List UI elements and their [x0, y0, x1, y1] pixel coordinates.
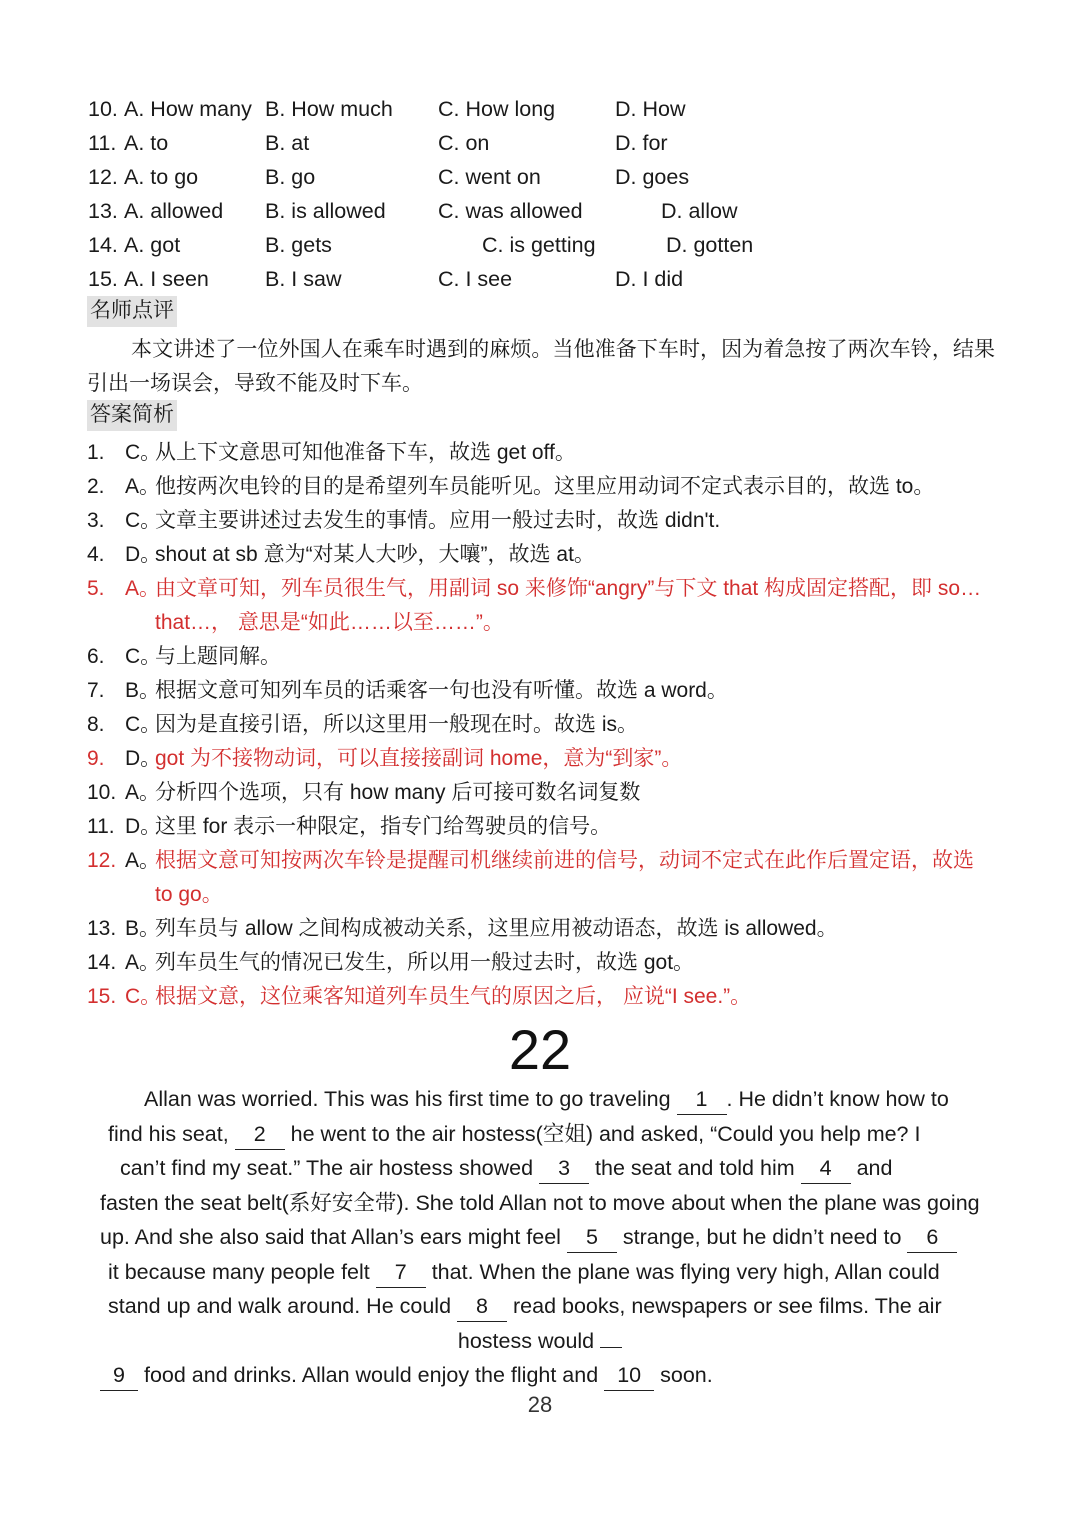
passage-blank[interactable]: 6: [907, 1222, 957, 1253]
passage-blank[interactable]: 8: [457, 1291, 507, 1322]
answer-number: 5.: [87, 577, 105, 600]
answers-heading: 答案简析: [87, 400, 177, 431]
passage-blank[interactable]: 4: [801, 1153, 851, 1184]
answer-explanation-text: 与上题同解。: [155, 645, 281, 668]
answer-explanation-item: [87, 844, 997, 912]
answer-explanation-text: 他按两次电铃的目的是希望列车员能听见。这里应用动词不定式表示目的，故选 to。: [155, 475, 935, 498]
answer-explanation-list: [87, 436, 997, 1014]
answer-explanation-text: 因为是直接引语，所以这里用一般现在时。故选 is。: [155, 713, 638, 736]
commentary-paragraph: 本文讲述了一位外国人在乘车时遇到的麻烦。当他准备下车时，因为着急按了两次车铃，结果引出一场误会，导致不能及时下车。: [87, 338, 995, 395]
answer-explanation-text: 从上下文意思可知他准备下车，故选 get off。: [155, 441, 576, 464]
answer-explanation-text: 根据文意可知列车员的话乘客一句也没有听懂。故选 a word。: [155, 679, 728, 702]
answer-number: 14.: [87, 951, 117, 974]
answer-number: 7.: [87, 679, 105, 702]
mcq-option[interactable]: B. is allowed: [265, 199, 386, 223]
passage-text-segment: that. When the plane was flying very high, Allan could: [425, 1259, 940, 1284]
passage-text: [100, 1082, 980, 1393]
mcq-question-number: 11.: [88, 131, 117, 155]
mcq-option[interactable]: D. I did: [615, 267, 684, 291]
mcq-option[interactable]: A. got: [124, 233, 181, 257]
passage-text-segment: read books, newspapers or see films. The air: [507, 1294, 942, 1318]
answer-explanation-item: [87, 436, 997, 470]
answer-number: 15.: [87, 985, 117, 1008]
passage-line: [100, 1255, 980, 1290]
answer-explanation-text: 这里 for 表示一种限定，指专门给驾驶员的信号。: [155, 815, 612, 838]
passage-blank[interactable]: 1: [677, 1084, 727, 1115]
passage-line: [100, 1220, 980, 1255]
mcq-option[interactable]: B. gets: [265, 233, 332, 257]
mcq-option[interactable]: B. How much: [265, 97, 393, 121]
answer-explanation-item: [87, 674, 997, 708]
passage-blank[interactable]: 5: [567, 1222, 617, 1253]
answer-letter: D。: [125, 543, 162, 566]
answer-explanation-text: 文章主要讲述过去发生的事情。应用一般过去时，故选 didn't.: [155, 509, 721, 532]
answer-explanation-text: shout at sb 意为“对某人大吵，大嚷”，故选 at。: [155, 543, 595, 566]
answer-explanation-text: 由文章可知，列车员很生气，用副词 so 来修饰“angry”与下文 that 构成固定搭配，即 so…that…， 意思是“如此……以至……”。: [155, 577, 982, 634]
mcq-option[interactable]: D. for: [615, 131, 668, 155]
answer-letter: C。: [125, 985, 162, 1008]
answer-letter: C。: [125, 509, 162, 532]
mcq-row: [88, 160, 1008, 194]
passage-line: [100, 1324, 980, 1359]
mcq-option[interactable]: D. How: [615, 97, 686, 121]
mcq-row: [88, 126, 1008, 160]
answer-letter: D。: [125, 747, 162, 770]
mcq-question-number: 15.: [88, 267, 118, 291]
passage-blank[interactable]: 9: [100, 1360, 138, 1391]
mcq-question-number: 14.: [88, 233, 118, 257]
answer-number: 3.: [87, 509, 105, 532]
answer-letter: A。: [125, 849, 161, 872]
answer-letter: A。: [125, 951, 161, 974]
mcq-option[interactable]: A. allowed: [124, 199, 224, 223]
passage-line: [100, 1289, 980, 1324]
answer-explanation-item: [87, 504, 997, 538]
answer-explanation-text: 根据文意可知按两次车铃是提醒司机继续前进的信号，动词不定式在此作后置定语，故选 to go。: [155, 849, 974, 906]
answer-number: 13.: [87, 917, 117, 940]
answer-number: 4.: [87, 543, 105, 566]
answer-letter: C。: [125, 645, 162, 668]
mcq-row: [88, 92, 1008, 126]
answer-letter: C。: [125, 713, 162, 736]
mcq-option[interactable]: C. How long: [438, 97, 556, 121]
answer-explanation-text: got 为不接物动词，可以直接接副词 home，意为“到家”。: [155, 747, 683, 770]
mcq-option[interactable]: C. on: [438, 131, 490, 155]
answer-letter: D。: [125, 815, 162, 838]
answer-explanation-text: 列车员与 allow 之间构成被动关系，这里应用被动语态，故选 is allowed。: [155, 917, 838, 940]
answer-explanation-item: [87, 946, 997, 980]
passage-text-segment: stand up and walk around. He could: [108, 1294, 458, 1318]
passage-text-segment: find his seat,: [108, 1121, 235, 1146]
passage-blank[interactable]: 10: [604, 1360, 654, 1391]
commentary-heading: 名师点评: [87, 296, 177, 327]
answer-letter: A。: [125, 781, 161, 804]
passage-text-segment: the seat and told him: [589, 1156, 801, 1180]
passage-text-segment: food and drinks. Allan would enjoy the flight and: [138, 1363, 605, 1387]
passage-line: [100, 1151, 980, 1186]
mcq-option[interactable]: C. was allowed: [438, 199, 583, 223]
mcq-option[interactable]: C. I see: [438, 267, 513, 291]
passage-blank[interactable]: 2: [235, 1119, 285, 1150]
answer-letter: A。: [125, 577, 161, 600]
mcq-question-number: 13.: [88, 199, 118, 223]
passage-text-segment: and: [850, 1156, 893, 1180]
passage-blank[interactable]: [600, 1347, 622, 1348]
mcq-question-number: 12.: [88, 165, 118, 189]
passage-text-segment: soon.: [654, 1363, 713, 1387]
passage-text-segment: he went to the air hostess(空姐) and asked, “Could you help me? I: [284, 1121, 921, 1146]
exercise-number: 22: [508, 1018, 572, 1081]
passage-text-segment: it because many people felt: [108, 1259, 376, 1284]
answer-letter: B。: [125, 679, 161, 702]
answer-number: 9.: [87, 747, 105, 770]
passage-text-segment: strange, but he didn’t need to: [616, 1225, 908, 1249]
multiple-choice-options: [88, 92, 1008, 296]
mcq-option[interactable]: D. allow: [661, 199, 738, 223]
mcq-option[interactable]: A. to: [124, 131, 169, 155]
mcq-option[interactable]: A. to go: [124, 165, 199, 189]
mcq-option[interactable]: B. go: [265, 165, 316, 189]
passage-line: [100, 1117, 980, 1152]
mcq-option[interactable]: D. gotten: [666, 233, 754, 257]
mcq-option[interactable]: B. I saw: [265, 267, 342, 291]
passage-text-segment: Allan was worried. This was his first time to go traveling: [144, 1087, 677, 1111]
passage-text-segment: up. And she also said that Allan’s ears might feel: [100, 1225, 567, 1249]
mcq-option[interactable]: A. I seen: [124, 267, 209, 291]
passage-blank[interactable]: 3: [539, 1153, 589, 1184]
mcq-option[interactable]: A. How many: [124, 97, 252, 121]
answer-explanation-item: [87, 810, 997, 844]
answer-explanation-item: [87, 742, 997, 776]
passage-text-segment: can’t find my seat.” The air hostess showed: [120, 1156, 540, 1180]
passage-text-segment: fasten the seat belt(系好安全带). She told Allan not to move about when the plane was going: [100, 1190, 980, 1215]
mcq-question-number: 10.: [88, 97, 118, 121]
mcq-option[interactable]: C. went on: [438, 165, 541, 189]
mcq-row: [88, 194, 1008, 228]
answer-explanation-item: [87, 470, 997, 504]
answer-explanation-text: 根据文意，这位乘客知道列车员生气的原因之后， 应说“I see.”。: [155, 985, 752, 1008]
answer-explanation-item: [87, 912, 997, 946]
page-number: 28: [527, 1392, 553, 1417]
answer-explanation-item: [87, 708, 997, 742]
mcq-option[interactable]: B. at: [265, 131, 310, 155]
answer-explanation-text: 列车员生气的情况已发生，所以用一般过去时，故选 got。: [155, 951, 695, 974]
answer-number: 1.: [87, 441, 105, 464]
answer-number: 2.: [87, 475, 105, 498]
answer-number: 12.: [87, 849, 117, 872]
answer-number: 8.: [87, 713, 105, 736]
answer-letter: C。: [125, 441, 162, 464]
passage-text-segment: . He didn’t know how to: [726, 1087, 949, 1111]
passage-line: [100, 1082, 980, 1117]
mcq-option[interactable]: D. goes: [615, 165, 690, 189]
answer-number: 6.: [87, 645, 105, 668]
answer-number: 10.: [87, 781, 117, 804]
answer-explanation-item: [87, 776, 997, 810]
answer-letter: B。: [125, 917, 161, 940]
answer-explanation-item: [87, 980, 997, 1014]
answer-explanation-item: [87, 538, 997, 572]
passage-line: [100, 1186, 980, 1221]
mcq-row: [88, 262, 1008, 296]
cloze-passage: [100, 1082, 980, 1393]
answer-explanation-text: 分析四个选项，只有 how many 后可接可数名词复数: [155, 781, 641, 804]
answer-explanation-item: [87, 572, 997, 640]
answer-number: 11.: [87, 815, 115, 838]
passage-line: [100, 1358, 980, 1393]
answer-letter: A。: [125, 475, 161, 498]
mcq-option[interactable]: C. is getting: [482, 233, 596, 257]
answer-explanation-item: [87, 640, 997, 674]
passage-text-segment: hostess would: [457, 1328, 601, 1353]
passage-blank[interactable]: 7: [376, 1257, 426, 1288]
mcq-row: [88, 228, 1008, 262]
